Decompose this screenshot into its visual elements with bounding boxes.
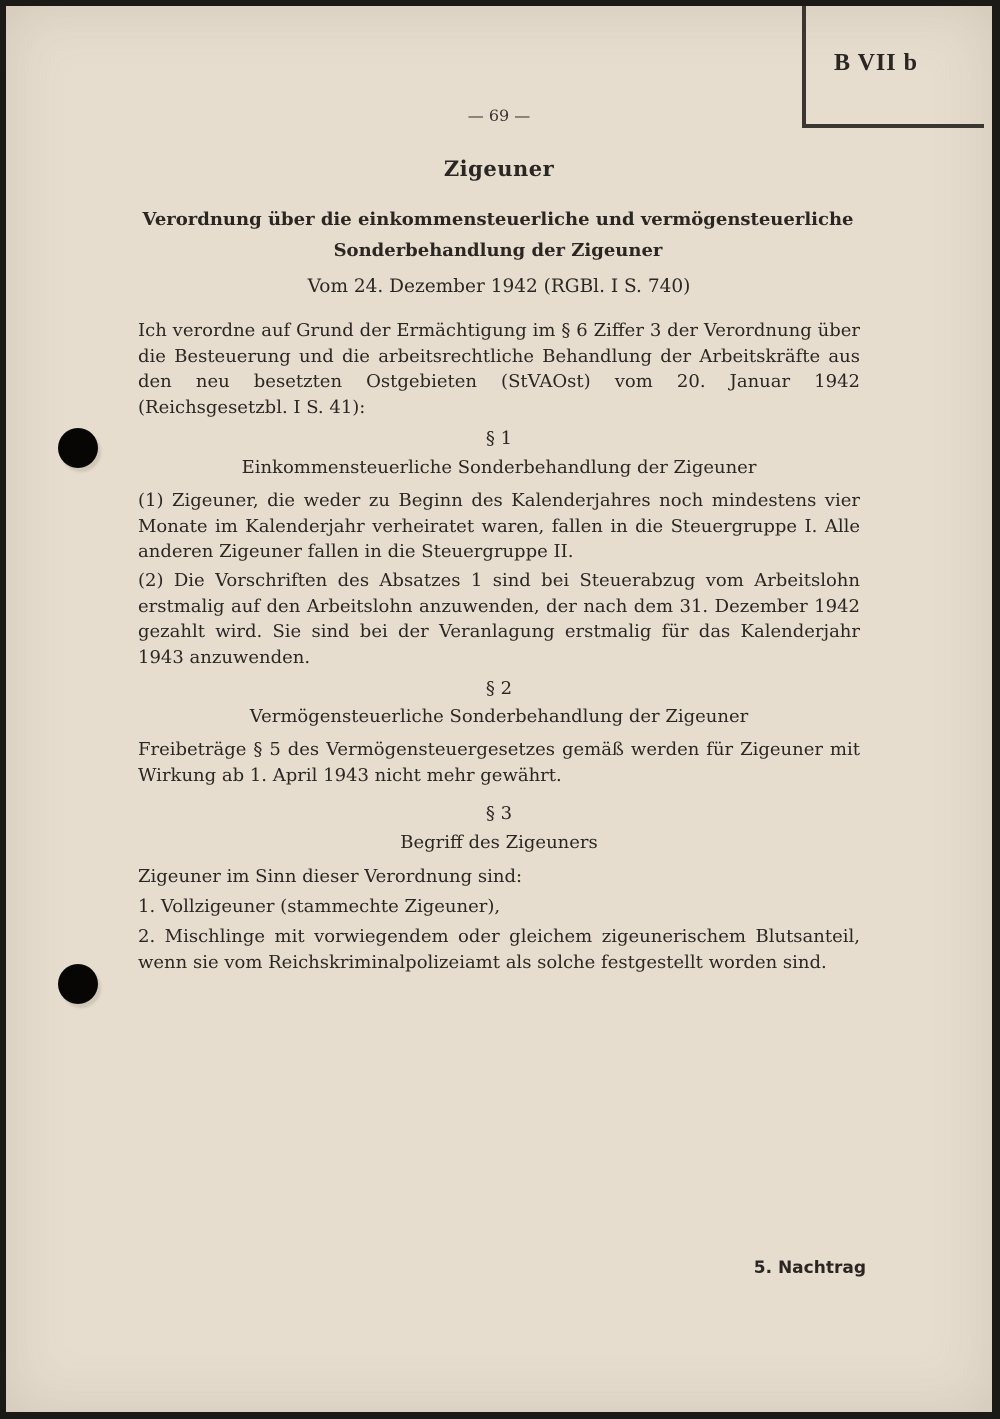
section-3-number: § 3 bbox=[485, 803, 513, 824]
document-title: Zigeuner bbox=[443, 156, 555, 181]
page-number: — 69 — bbox=[467, 106, 531, 125]
regulation-date: Vom 24. Dezember 1942 (RGBl. I S. 740) bbox=[307, 276, 691, 297]
register-tab-label: B VII b bbox=[834, 50, 918, 76]
section-2-paragraph: Freibeträge § 5 des Vermögensteuergesetzes gemäß werden für Zigeuner mit Wirkung ab 1. April 1943 nicht mehr gewährt. bbox=[138, 739, 860, 786]
punch-hole-bottom bbox=[58, 964, 98, 1004]
document-page bbox=[6, 6, 992, 1412]
section-1-paragraph-1: (1) Zigeuner, die weder zu Beginn des Kalenderjahres noch mindestens vier Monate im Kalenderjahr verheiratet waren, fallen in die Steuergruppe I. Alle anderen Zigeuner fallen in die Steuergruppe II. bbox=[138, 490, 860, 562]
regulation-title: Verordnung über die einkommensteuerliche und vermögensteuerliche Sonderbehandlung der Zigeuner bbox=[142, 209, 854, 261]
preamble: Ich verordne auf Grund der Ermächtigung im § 6 Ziffer 3 der Verordnung über die Besteuerung und die arbeitsrechtliche Behandlung der Arbeitskräfte aus den neu besetzten Ostgebieten (StVAOst) vom 20. Januar 1942 (Reichsgesetzbl. I S. 41): bbox=[138, 320, 860, 418]
section-3-heading: Begriff des Zigeuners bbox=[400, 832, 598, 853]
section-3-intro: Zigeuner im Sinn dieser Verordnung sind: bbox=[138, 866, 523, 887]
section-1-number: § 1 bbox=[485, 428, 513, 449]
section-3-item-1: 1. Vollzigeuner (stammechte Zigeuner), bbox=[138, 896, 501, 917]
section-2-heading: Vermögensteuerliche Sonderbehandlung der Zigeuner bbox=[249, 706, 749, 727]
section-1-heading: Einkommensteuerliche Sonderbehandlung der Zigeuner bbox=[241, 457, 757, 478]
punch-hole-top bbox=[58, 428, 98, 468]
section-2-number: § 2 bbox=[485, 678, 513, 699]
section-3-item-2: 2. Mischlinge mit vorwiegendem oder gleichem zigeunerischem Blutsanteil, wenn sie vom Reichskriminalpolizeiamt als solche festgestellt worden sind. bbox=[138, 926, 860, 973]
section-1-paragraph-2: (2) Die Vorschriften des Absatzes 1 sind bei Steuerabzug vom Arbeitslohn erstmalig auf den Arbeitslohn anzuwenden, der nach dem 31. Dezember 1942 gezahlt wird. Sie sind bei der Veranlagung erstmalig für das Kalenderjahr 1943 anzuwenden. bbox=[138, 570, 860, 668]
supplement-label: 5. Nachtrag bbox=[753, 1258, 866, 1278]
